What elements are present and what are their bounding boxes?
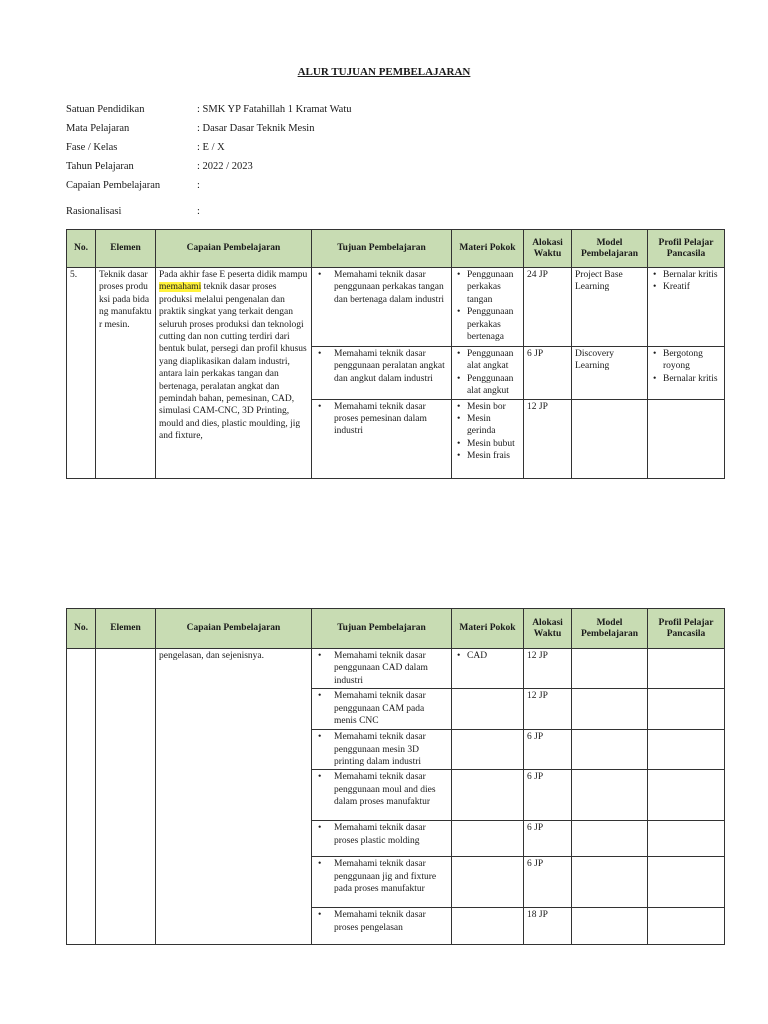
- cell-model: [572, 399, 648, 478]
- tujuan-item: • Memahami teknik dasar penggunaan CAM pada menis CNC: [334, 690, 448, 727]
- header-profil: Profil Pelajar Pancasila: [648, 230, 725, 268]
- cell-alokasi: 6 JP: [524, 770, 572, 821]
- cell-profil: [648, 347, 725, 400]
- cell-no: [67, 649, 96, 945]
- atp-table-2: [66, 608, 725, 945]
- meta-label: Satuan Pendidikan: [66, 104, 145, 115]
- materi-item: • Mesin frais: [467, 450, 520, 462]
- cell-materi: [452, 730, 524, 770]
- cell-tujuan: [312, 399, 452, 478]
- header-row: [67, 230, 725, 268]
- cell-alokasi: 6 JP: [524, 857, 572, 908]
- cell-tujuan: [312, 268, 452, 347]
- cell-tujuan: [312, 821, 452, 857]
- cell-profil: [648, 857, 725, 908]
- header-tujuan: Tujuan Pembelajaran: [312, 230, 452, 268]
- materi-item: • Mesin bor: [467, 401, 520, 413]
- capaian-highlight: memahami: [159, 282, 202, 293]
- tujuan-item: • Memahami teknik dasar proses pemesinan dalam industri: [334, 401, 448, 438]
- cell-materi: [452, 821, 524, 857]
- header-no: No.: [67, 230, 96, 268]
- header-elemen: Elemen: [96, 230, 156, 268]
- tujuan-item: • Memahami teknik dasar proses plastic molding: [334, 822, 448, 847]
- cell-alokasi: 12 JP: [524, 649, 572, 689]
- capaian-text: teknik dasar proses produksi melalui pengenalan dan praktik singkat yang terkait dengan seluruh proses produksi dan teknologi cutting dan non cutting terdiri dari bentuk bulat, persegi dan profil khusus yang diaplikasikan dalam industri, antara lain perkakas tangan dan bertenaga, peralatan angkat dan pemindah bahan, pemesinan, CAD, simulasi CAM-CNC, 3D Printing, mould and dies, plastic moulding, jig and fixture,: [159, 282, 307, 442]
- materi-item: • Penggunaan alat angkut: [467, 373, 520, 398]
- cell-profil: [648, 821, 725, 857]
- header-materi: Materi Pokok: [452, 230, 524, 268]
- cell-profil: [648, 399, 725, 478]
- cell-materi: [452, 908, 524, 945]
- cell-alokasi: 12 JP: [524, 689, 572, 730]
- cell-alokasi: 6 JP: [524, 821, 572, 857]
- meta-value: :: [197, 206, 200, 217]
- cell-model: [572, 770, 648, 821]
- document-title: ALUR TUJUAN PEMBELAJARAN: [297, 66, 471, 78]
- cell-alokasi: 12 JP: [524, 399, 572, 478]
- cell-profil: [648, 689, 725, 730]
- tujuan-item: • Memahami teknik dasar penggunaan mesin 3D printing dalam industri: [334, 731, 448, 768]
- table-row: [67, 268, 725, 347]
- header-profil: Profil Pelajar Pancasila: [648, 609, 725, 649]
- atp-table-1: [66, 229, 725, 479]
- cell-capaian: pengelasan, dan sejenisnya.: [156, 649, 312, 945]
- cell-alokasi: 6 JP: [524, 347, 572, 400]
- cell-profil: [648, 268, 725, 347]
- header-model: Model Pembelajaran: [572, 230, 648, 268]
- header-elemen: Elemen: [96, 609, 156, 649]
- meta-label: Tahun Pelajaran: [66, 161, 134, 172]
- cell-elemen: [96, 649, 156, 945]
- header-row: [67, 609, 725, 649]
- cell-tujuan: [312, 770, 452, 821]
- tujuan-item: • Memahami teknik dasar proses pengelasan: [334, 909, 448, 934]
- cell-model: [572, 689, 648, 730]
- materi-item: • Mesin gerinda: [467, 413, 520, 438]
- materi-item: • Penggunaan alat angkat: [467, 348, 520, 373]
- cell-model: Project Base Learning: [572, 268, 648, 347]
- cell-capaian: [156, 268, 312, 479]
- cell-tujuan: [312, 857, 452, 908]
- cell-model: [572, 857, 648, 908]
- cell-profil: [648, 730, 725, 770]
- cell-model: [572, 730, 648, 770]
- materi-item: • Mesin bubut: [467, 438, 520, 450]
- meta-label: Rasionalisasi: [66, 206, 122, 217]
- cell-alokasi: 6 JP: [524, 730, 572, 770]
- cell-materi: [452, 857, 524, 908]
- meta-label: Fase / Kelas: [66, 142, 118, 153]
- cell-tujuan: [312, 730, 452, 770]
- header-alokasi: Alokasi Waktu: [524, 230, 572, 268]
- tujuan-item: • Memahami teknik dasar penggunaan peralatan angkat dan angkut dalam industri: [334, 348, 448, 385]
- profil-item: • Kreatif: [663, 281, 721, 293]
- header-tujuan: Tujuan Pembelajaran: [312, 609, 452, 649]
- tujuan-item: • Memahami teknik dasar penggunaan CAD dalam industri: [334, 650, 448, 687]
- cell-tujuan: [312, 908, 452, 945]
- cell-tujuan: [312, 689, 452, 730]
- meta-value: : 2022 / 2023: [197, 161, 253, 172]
- profil-item: • Bergotong royong: [663, 348, 721, 373]
- tujuan-item: • Memahami teknik dasar penggunaan jig and fixture pada proses manufaktur: [334, 858, 448, 895]
- tujuan-item: • Memahami teknik dasar penggunaan perkakas tangan dan bertenaga dalam industri: [334, 269, 448, 306]
- meta-value: : SMK YP Fatahillah 1 Kramat Watu: [197, 104, 352, 115]
- cell-tujuan: [312, 649, 452, 689]
- materi-item: • Penggunaan perkakas bertenaga: [467, 306, 520, 343]
- cell-model: [572, 908, 648, 945]
- header-model: Model Pembelajaran: [572, 609, 648, 649]
- tujuan-item: • Memahami teknik dasar penggunaan moul and dies dalam proses manufaktur: [334, 771, 448, 808]
- materi-item: • CAD: [467, 650, 520, 662]
- cell-tujuan: [312, 347, 452, 400]
- cell-materi: [452, 649, 524, 689]
- capaian-text: Pada akhir fase E peserta didik mampu: [159, 270, 308, 280]
- cell-model: Discovery Learning: [572, 347, 648, 400]
- table-row: [67, 649, 725, 689]
- cell-profil: [648, 770, 725, 821]
- materi-item: • Penggunaan perkakas tangan: [467, 269, 520, 306]
- cell-materi: [452, 770, 524, 821]
- header-capaian: Capaian Pembelajaran: [156, 230, 312, 268]
- cell-no: 5.: [67, 268, 96, 479]
- meta-value: :: [197, 180, 200, 191]
- header-materi: Materi Pokok: [452, 609, 524, 649]
- cell-alokasi: 18 JP: [524, 908, 572, 945]
- meta-label: Mata Pelajaran: [66, 123, 130, 134]
- cell-materi: [452, 689, 524, 730]
- header-capaian: Capaian Pembelajaran: [156, 609, 312, 649]
- profil-item: • Bernalar kritis: [663, 373, 721, 385]
- cell-materi: [452, 268, 524, 347]
- cell-elemen: Teknik dasar proses produksi pada bidang manufaktur mesin.: [96, 268, 156, 479]
- cell-model: [572, 821, 648, 857]
- meta-label: Capaian Pembelajaran: [66, 180, 161, 191]
- cell-alokasi: 24 JP: [524, 268, 572, 347]
- cell-materi: [452, 399, 524, 478]
- cell-profil: [648, 908, 725, 945]
- cell-model: [572, 649, 648, 689]
- profil-item: • Bernalar kritis: [663, 269, 721, 281]
- cell-profil: [648, 649, 725, 689]
- cell-materi: [452, 347, 524, 400]
- meta-value: : Dasar Dasar Teknik Mesin: [197, 123, 315, 134]
- header-no: No.: [67, 609, 96, 649]
- header-alokasi: Alokasi Waktu: [524, 609, 572, 649]
- meta-value: : E / X: [197, 142, 225, 153]
